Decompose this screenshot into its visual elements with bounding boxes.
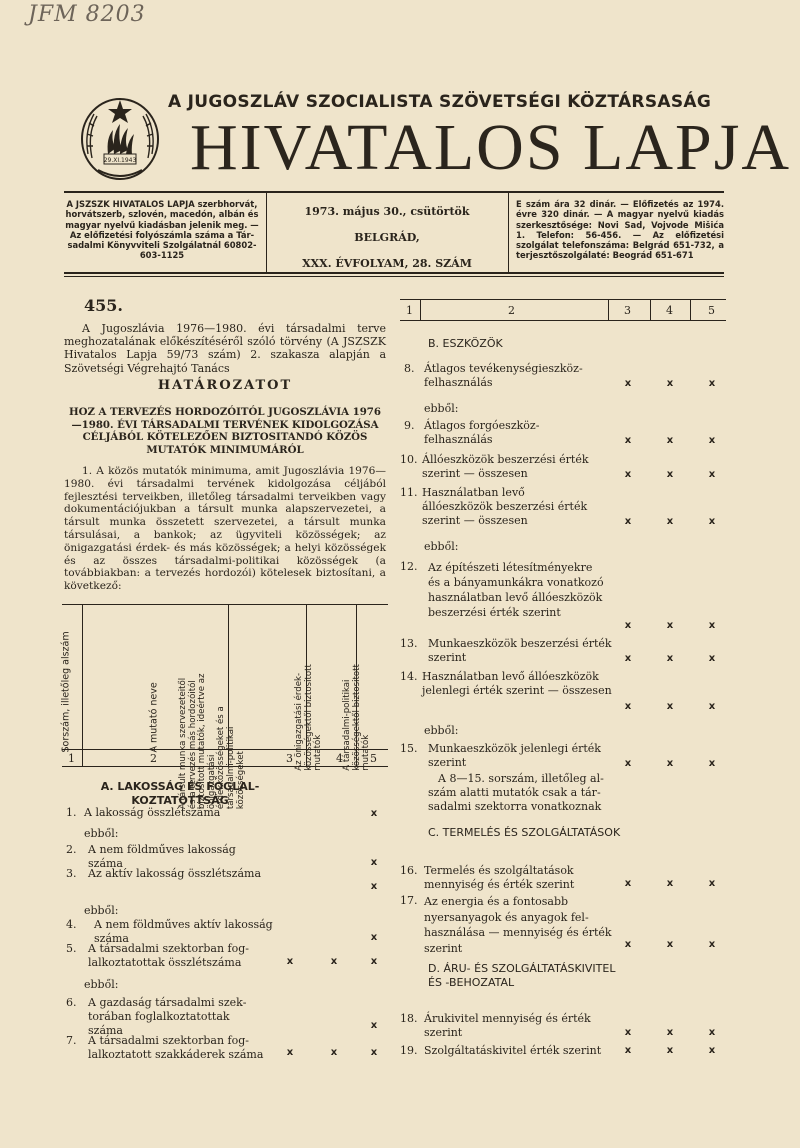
row-number-10: 10. [400, 453, 418, 466]
row-label-11: Használatban levő állóeszközök beszerzési érték szerint — összesen [422, 486, 588, 527]
row17-col3-mark: x [624, 939, 632, 950]
row-label-8: Átlagos tevékenységieszközfelhasználás [424, 362, 583, 389]
left-table-top-rule [62, 604, 388, 605]
row-number-13: 13. [400, 637, 418, 650]
emblem-date-ribbon [104, 157, 137, 164]
row-number-3: 3. [66, 867, 77, 880]
row-number-1: 1. [66, 806, 77, 819]
row-label-16: Termelés és szolgáltatások mennyiség és érték szerint [424, 864, 575, 891]
intro-paragraph: A Jugoszlávia 1976—1980. évi társadalmi terve meghozatalának előkészítéséről szóló törvény (A JSZSZK Hivatalos Lapja 59/73 szám) 2. szakasza alapján a Szövetségi Végrehajtó Tanács [64, 322, 386, 375]
row19-col5-mark: x [708, 1045, 716, 1056]
section-c-heading: C. TERMELÉS ÉS SZOLGÁLTATÁSOK [428, 826, 621, 839]
row-number-11: 11. [400, 486, 418, 499]
row-number-19: 19. [400, 1044, 418, 1057]
paragraph-1: 1. A közös mutatók minimuma, amit Jugoszlávia 1976—1980. évi társadalmi tervének kidolgozása céljából fejlesztési terveikben, illetőleg társadalmi terveikben vagy dokumentációjukban a társult munka alapszervezetei, a társult munka összetett szervezetei, a társult munka társulásai, a bankok; az ügyviteli közösségek; az önigazgatási érdek- és más közösségek; a helyi közösségek és az összes társadalmi-politikai közösségek (a továbbiakban: a tervezés hordozói) kötelesek biztosítani, a következő: [64, 465, 386, 593]
row-note-ebbol: ebből: [424, 724, 459, 737]
row-label-9: Átlagos forgóeszközfelhasználás [424, 419, 540, 446]
row-number-8: 8. [404, 362, 415, 375]
row10-col3-mark: x [624, 469, 632, 480]
row7-col3-mark: x [286, 1047, 294, 1058]
right-table-number-rule [400, 320, 726, 321]
row8-col4-mark: x [666, 378, 674, 389]
row16-col3-mark: x [624, 878, 632, 889]
header-divider-left [266, 193, 267, 272]
row7-col4-mark: x [330, 1047, 338, 1058]
issue-date: 1973. május 30., csütörtök [304, 205, 470, 218]
row13-col5-mark: x [708, 653, 716, 664]
document-number: 455. [84, 296, 123, 315]
row-label-2: A nem földműves lakosság száma [88, 843, 236, 870]
row12-col3-mark: x [624, 620, 632, 631]
svg-text:29.XI.1943: 29.XI.1943 [103, 157, 137, 164]
row-label-14: Használatban levő állóeszközök jelenlegi érték szerint — összesen [422, 670, 612, 697]
row4-col5-mark: x [370, 932, 378, 943]
row5-col3-mark: x [286, 956, 294, 967]
publisher-supertitle: A JUGOSZLÁV SZOCIALISTA SZÖVETSÉGI KÖZTÁRSASÁG [168, 92, 712, 112]
section-b-heading: B. ESZKÖZÖK [428, 337, 503, 350]
col-header-sorszam: Sorszám, illetőleg alszám [60, 631, 72, 753]
row-number-17: 17. [400, 894, 418, 907]
row-number-15: 15. [400, 742, 418, 755]
col-header-tarsadalmi-politikai: A társadalmi-politikai közösségektől biztositott mutatók [342, 664, 372, 771]
row-label-4: A nem földműves aktív lakosság száma [94, 918, 273, 945]
section-a-heading: A. LAKOSSÁG ÉS FOGLALKOZTATOTTSÁG [100, 780, 260, 807]
row-number-2: 2. [66, 843, 77, 856]
left-col-number-5: 5 [370, 752, 377, 765]
row15-col4-mark: x [666, 758, 674, 769]
row18-col5-mark: x [708, 1027, 716, 1038]
row-note-ebbol: ebből: [84, 827, 119, 840]
row-note-ebbol: ebből: [84, 978, 119, 991]
row8-col5-mark: x [708, 378, 716, 389]
header-divider-right [508, 193, 509, 272]
row-number-5: 5. [66, 942, 77, 955]
row18-col4-mark: x [666, 1027, 674, 1038]
row-label-6: A gazdaság társadalmi szektorában foglalkoztatottak száma [88, 996, 247, 1037]
row14-col4-mark: x [666, 701, 674, 712]
row11-col5-mark: x [708, 516, 716, 527]
row10-col5-mark: x [708, 469, 716, 480]
row-label-13: Munkaeszközök beszerzési érték szerint [428, 637, 612, 664]
row9-col3-mark: x [624, 435, 632, 446]
row16-col5-mark: x [708, 878, 716, 889]
row-label-1: A lakosság összlétszáma [84, 806, 221, 819]
right-table-top-rule [400, 299, 726, 300]
subscription-languages-info: A JSZSZK HIVATALOS LAPJA szerbhorvát, horvátszerb, szlovén, macedón, albán és magyar nyelvű kiadásban jelenik meg. — Az előfizetési folyószámla száma a Társadalmi Könyvviteli Szolgálatnál 60802-603-1125 [65, 199, 259, 261]
row14-col3-mark: x [624, 701, 632, 712]
row1-col5-mark: x [370, 808, 378, 819]
row-note-ebbol: ebből: [424, 402, 459, 415]
row-number-14: 14. [400, 670, 418, 683]
row9-col5-mark: x [708, 435, 716, 446]
row11-col4-mark: x [666, 516, 674, 527]
masthead-title: HIVATALOS LAPJA [190, 111, 792, 184]
row-note-ebbol: ebből: [424, 540, 459, 553]
right-table-vline-2 [608, 299, 609, 321]
header-top-rule [64, 191, 724, 193]
row15-col3-mark: x [624, 758, 632, 769]
right-col-number-5: 5 [708, 304, 715, 317]
row9-col4-mark: x [666, 435, 674, 446]
decision-subtitle: HOZ A TERVEZÉS HORDOZÓITÓL JUGOSZLÁVIA 1976—1980. ÉVI TÁRSADALMI TERVÉNEK KIDOLGOZÁSA CÉLJÁBÓL KÖTELEZŐEN BIZTOSITANDÓ KÖZÖS MUTATÓK MINIMUMÁRÓL [69, 406, 381, 456]
right-col-number-4: 4 [666, 304, 673, 317]
left-col-number-2: 2 [150, 752, 157, 765]
row18-col3-mark: x [624, 1027, 632, 1038]
section-d-heading: D. ÁRU- ÉS SZOLGÁLTATÁSKIVITEL ÉS -BEHOZATAL [428, 962, 616, 989]
decision-title: HATÁROZATOT [157, 378, 293, 393]
price-and-contact-info: E szám ára 32 dinár. — Előfizetés az 1974. évre 320 dinár. — A magyar nyelvű kiadás szerkesztősége: Novi Sad, Vojvode Mišića 1. Telefon: 56-456. — Az előfizetési szolgálat telefonszáma: Belgrád 651-732, a terjesztőszolgálaté: Beográd 651-671 [516, 199, 724, 261]
col-header-mutato-neve: A mutató neve [148, 682, 160, 753]
row3-col5-mark: x [370, 881, 378, 892]
row16-col4-mark: x [666, 878, 674, 889]
row12-col4-mark: x [666, 620, 674, 631]
row13-col4-mark: x [666, 653, 674, 664]
left-col-number-3: 3 [286, 752, 293, 765]
row12-col5-mark: x [708, 620, 716, 631]
row-label-5: A társadalmi szektorban foglalkoztatottak összlétszáma [88, 942, 249, 969]
row-number-7: 7. [66, 1034, 77, 1047]
row-label-19: Szolgáltatáskivitel érték szerint [424, 1044, 602, 1057]
right-table-vline-3 [650, 299, 651, 321]
row10-col4-mark: x [666, 469, 674, 480]
left-col-number-4: 4 [336, 752, 343, 765]
col-header-tarsult-munka: A társult munka szervezeteitől és a tervezés más hordozóitól biztosított mutatók, ideértve az önigazgatási érdekközösségeket és a társadalmi-politikai közösségeket [177, 673, 246, 810]
col-header-onigazgatasi: Az önigazgatási érdekközösségektől biztositott mutatók [294, 664, 324, 771]
issue-volume-number: XXX. ÉVFOLYAM, 28. SZÁM [302, 257, 472, 270]
row2-col5-mark: x [370, 857, 378, 868]
row-label-3: Az aktív lakosság összlétszáma [88, 867, 262, 880]
row7-col5-mark: x [370, 1047, 378, 1058]
row17-col5-mark: x [708, 939, 716, 950]
row6-col5-mark: x [370, 1020, 378, 1031]
row-number-16: 16. [400, 864, 418, 877]
right-col-number-3: 3 [624, 304, 631, 317]
issue-city: BELGRÁD, [354, 231, 420, 244]
right-table-vline-1 [420, 299, 421, 321]
row5-col4-mark: x [330, 956, 338, 967]
row-label-10: Állóeszközök beszerzési érték szerint — összesen [422, 453, 589, 480]
row-label-7: A társadalmi szektorban foglalkoztatott szakkáderek száma [88, 1034, 264, 1061]
row19-col4-mark: x [666, 1045, 674, 1056]
row-number-4: 4. [66, 918, 77, 931]
row13-col3-mark: x [624, 653, 632, 664]
issue-details [272, 205, 502, 283]
row-number-6: 6. [66, 996, 77, 1009]
row19-col3-mark: x [624, 1045, 632, 1056]
row-note-ebbol: ebből: [84, 904, 119, 917]
row17-col4-mark: x [666, 939, 674, 950]
coat-of-arms-emblem [78, 92, 162, 184]
scope-remark: A 8—15. sorszám, illetőleg alszám alatti mutatók csak a társadalmi szektorra vonatkoznak [428, 772, 604, 813]
row-label-15: Munkaeszközök jelenlegi érték szerint [428, 742, 601, 769]
row5-col5-mark: x [370, 956, 378, 967]
row14-col5-mark: x [708, 701, 716, 712]
right-col-number-1: 1 [406, 304, 413, 317]
right-table-vline-4 [690, 299, 691, 321]
row-number-18: 18. [400, 1012, 418, 1025]
row11-col3-mark: x [624, 516, 632, 527]
row-number-12: 12. [400, 560, 418, 573]
left-col-number-1: 1 [68, 752, 75, 765]
row15-col5-mark: x [708, 758, 716, 769]
right-col-number-2: 2 [508, 304, 515, 317]
row-label-12: Az építészeti létesítményekre és a bányamunkákra vonatkozó használatban levő állóeszközök beszerzési érték szerint [428, 561, 604, 619]
handwritten-catalogue-note: JFM 8203 [28, 2, 146, 27]
row-label-18: Árukivitel mennyiség és érték szerint [424, 1012, 591, 1039]
row-number-9: 9. [404, 419, 415, 432]
row-label-17: Az energia és a fontosabb nyersanyagok és anyagok felhasználása — mennyiség és érték szerint [424, 895, 612, 955]
row8-col3-mark: x [624, 378, 632, 389]
